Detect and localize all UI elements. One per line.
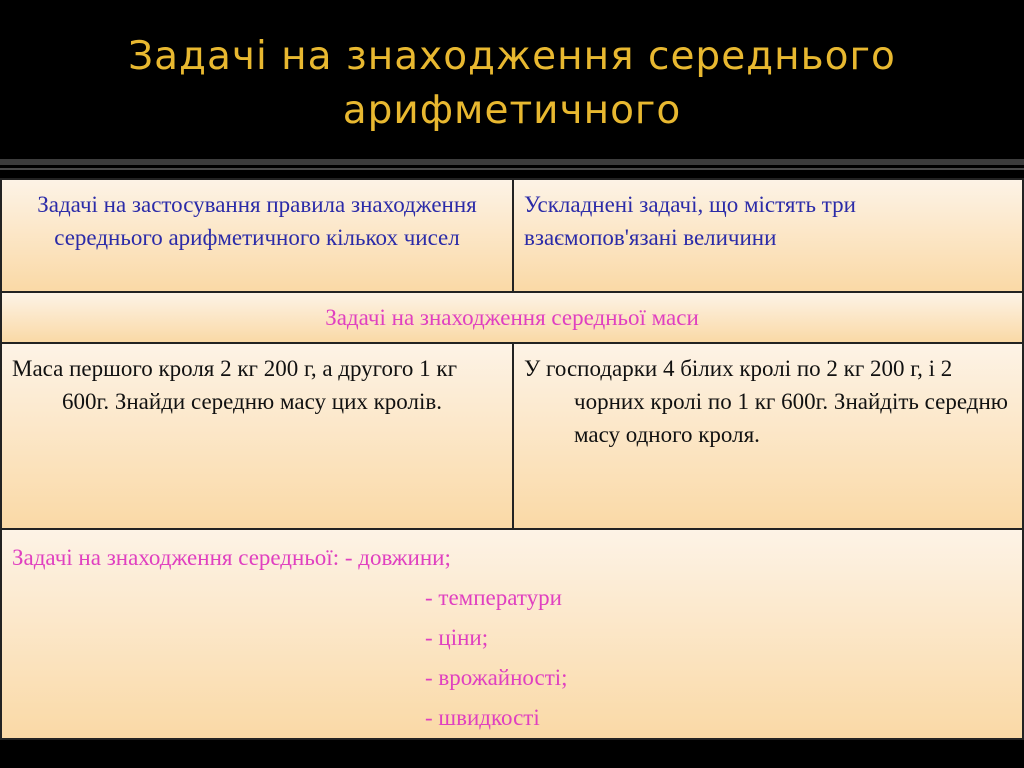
header-cell-left: Задачі на застосування правила знаходження середнього арифметичного кількох чисел xyxy=(1,179,513,292)
title-divider-thin xyxy=(0,168,1024,170)
problem-cell-right: У господарки 4 білих кролі по 2 кг 200 г, і 2 чорних кролі по 1 кг 600г. Знайдіть середню масу одного кроля. xyxy=(513,343,1023,529)
list-item: - врожайності; xyxy=(425,665,568,690)
slide-title: Задачі на знаходження середнього арифметичного xyxy=(128,34,896,133)
header-cell-right: Ускладнені задачі, що містять три взаємопов'язані величини xyxy=(513,179,1023,292)
section-mass-cell: Задачі на знаходження середньої маси xyxy=(1,292,1023,343)
list-item: - ціни; xyxy=(425,625,489,650)
other-tasks-intro: Задачі на знаходження середньої: - довжини; xyxy=(12,545,451,570)
task-table xyxy=(0,178,1024,740)
other-tasks-cell xyxy=(1,529,1023,739)
other-tasks-list xyxy=(425,578,1012,738)
table-row xyxy=(1,529,1023,739)
problem-cell-left: Маса першого кроля 2 кг 200 г, а другого 1 кг 600г. Знайди середню масу цих кролів. xyxy=(1,343,513,529)
list-item: - швидкості xyxy=(425,705,540,730)
table-row xyxy=(1,179,1023,292)
table-row xyxy=(1,343,1023,529)
list-item: - температури xyxy=(425,585,562,610)
table-row xyxy=(1,292,1023,343)
title-divider xyxy=(0,159,1024,165)
